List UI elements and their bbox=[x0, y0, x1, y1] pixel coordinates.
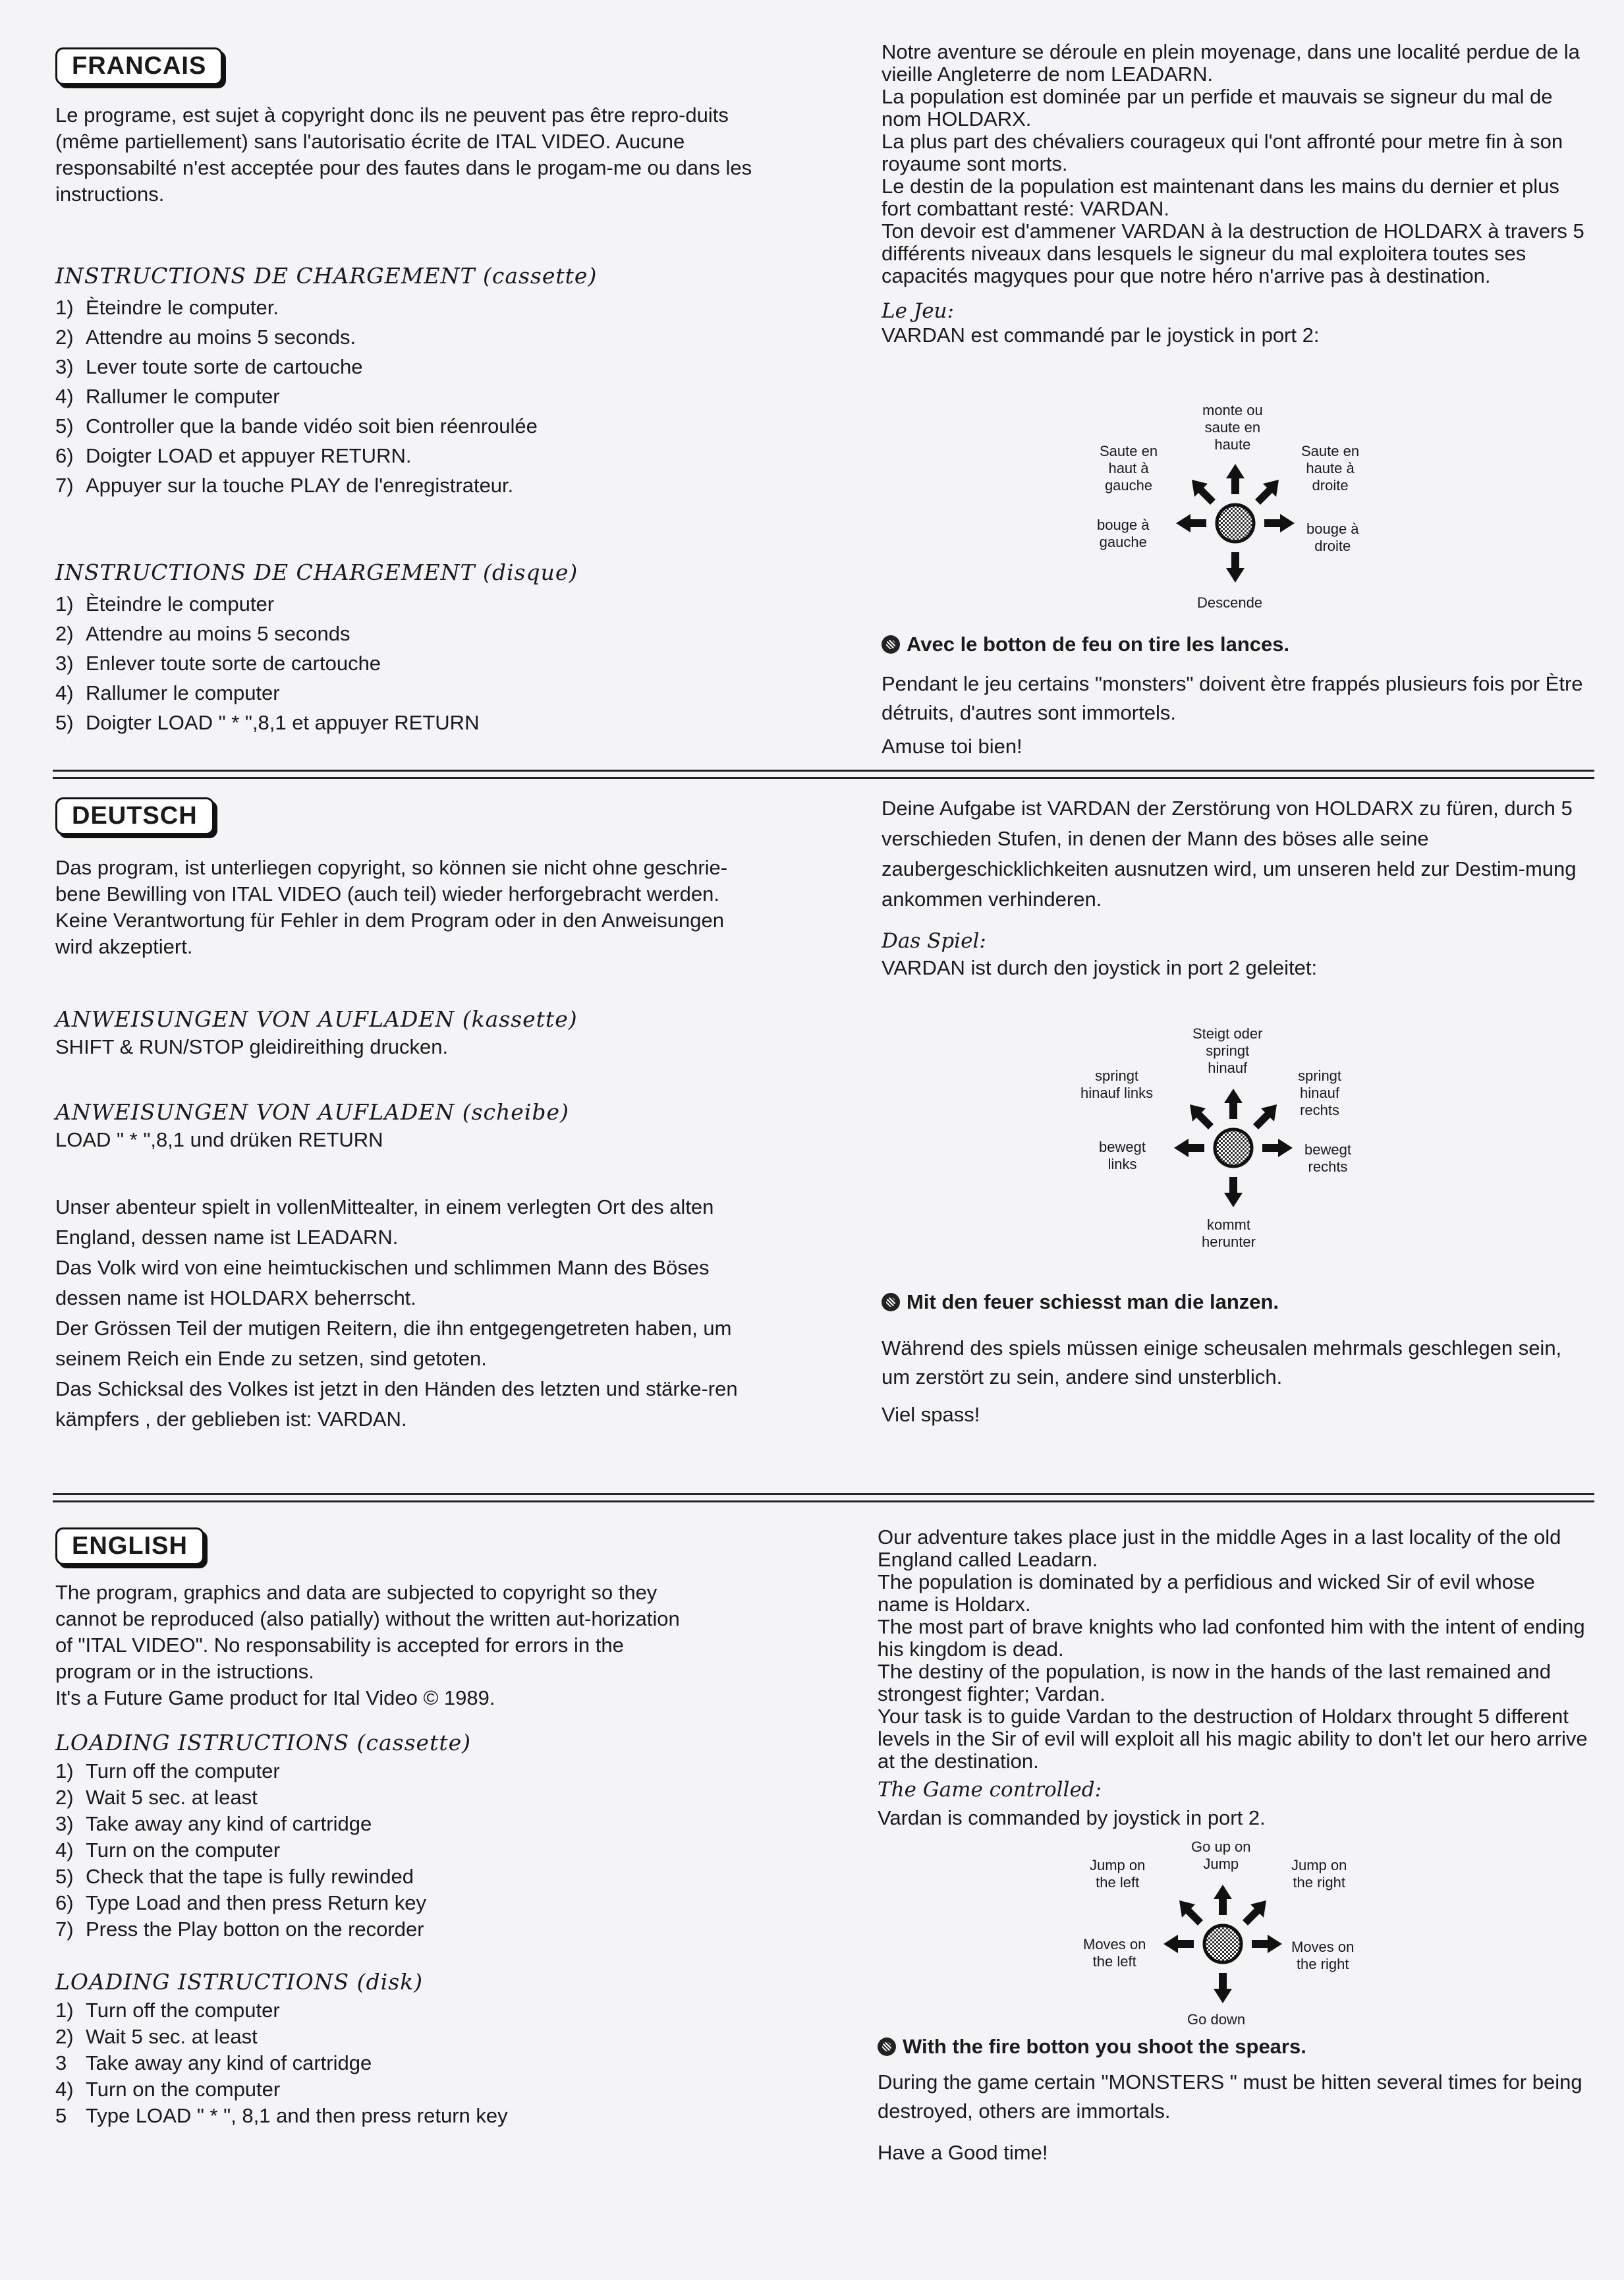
fire-button-icon bbox=[882, 635, 900, 654]
fr-copyright: Le programe, est sujet à copyright donc ils ne peuvent pas être repro-duits (même partiellement) sans l'autorisatio écrite de ITAL VIDEO. Aucune responsabilté n'est acceptée pour des fautes dans le progam-me ou dans les instructions. bbox=[55, 103, 752, 206]
list-item: 5) Check that the tape is fully rewinded bbox=[55, 1865, 414, 1888]
de-joystick-diagram bbox=[1080, 1025, 1357, 1250]
en-cassette-steps bbox=[55, 1758, 714, 1943]
list-item: 6) Doigter LOAD et appuyer RETURN. bbox=[55, 444, 412, 467]
en-game-text: Vardan is commanded by joystick in port 2. bbox=[878, 1806, 1266, 1829]
list-item: 4) Turn on the computer bbox=[55, 1838, 281, 1862]
joy-label-up-left: Saute en haut à gauche bbox=[1100, 443, 1158, 494]
fr-language-tag: FRANCAIS bbox=[55, 47, 223, 85]
en-left-column bbox=[55, 1527, 714, 2129]
en-story-2: The population is dominated by a perfidious and wicked Sir of evil whose name is Holdarx. bbox=[878, 1570, 1535, 1616]
en-cassette-heading: LOADING ISTRUCTIONS (cassette) bbox=[55, 1730, 472, 1755]
divider-fr-de bbox=[53, 770, 1594, 779]
en-story-4: The destiny of the population, is now in the hands of the last remained and strongest fighter; Vardan. bbox=[878, 1660, 1551, 1705]
list-item: 3) Enlever toute sorte de cartouche bbox=[55, 652, 381, 675]
list-item: 2) Attendre au moins 5 seconds. bbox=[55, 326, 356, 349]
list-item: 5) Controller que la bande vidéo soit bien réenroulée bbox=[55, 414, 538, 438]
de-copyright: Das program, ist unterliegen copyright, so können sie nicht ohne geschrie-bene Bewilling von ITAL VIDEO (auch teil) wieder herforgebracht werden. Keine Verantwortung für Fehler in dem Program oder in den Anweisungen wird akzeptiert. bbox=[55, 856, 728, 958]
joy-label-right: Moves on the right bbox=[1291, 1939, 1355, 1972]
list-item: 1) Èteindre le computer bbox=[55, 592, 275, 615]
list-item: 4) Rallumer le computer bbox=[55, 681, 280, 704]
joy-label-up-left: springt hinauf links bbox=[1080, 1068, 1154, 1101]
fr-right-column bbox=[882, 41, 1593, 348]
joy-label-down: Descende bbox=[1197, 594, 1263, 611]
fr-fire-text: Avec le botton de feu on tire les lances. bbox=[882, 633, 1593, 656]
joy-label-right: bouge à droite bbox=[1306, 521, 1359, 554]
de-story-2: Das Volk wird von eine heimtuckischen und schlimmen Mann des Böses dessen name ist HOLDARX beherrscht. bbox=[55, 1256, 710, 1309]
joy-label-right: bewegt rechts bbox=[1304, 1141, 1351, 1175]
fr-story-4: Le destin de la population est maintenant dans les mains du dernier et plus fort combattant resté: VARDAN. bbox=[882, 175, 1559, 220]
en-disk-steps bbox=[55, 1997, 714, 2129]
joy-label-down: Go down bbox=[1187, 2011, 1246, 2028]
list-item: 3 Take away any kind of cartridge bbox=[55, 2051, 372, 2074]
de-story-3: Der Grössen Teil der mutigen Reitern, die ihn entgegengetreten haben, um seinem Reich ein Ende zu setzen, sind getoten. bbox=[55, 1317, 732, 1370]
de-left-column bbox=[55, 797, 773, 1435]
list-item: 2) Wait 5 sec. at least bbox=[55, 1786, 258, 1809]
en-story-5: Your task is to guide Vardan to the destruction of Holdarx throught 5 different levels in the Sir of evil will exploit all his magic ability to don't let our hero arrive at the destination. bbox=[878, 1705, 1588, 1773]
list-item: 7) Press the Play botton on the recorder bbox=[55, 1918, 424, 1941]
list-item: 5 Type LOAD " * ", 8,1 and then press return key bbox=[55, 2104, 508, 2127]
joy-label-left: Moves on the left bbox=[1083, 1936, 1146, 1970]
fr-cassette-heading: INSTRUCTIONS DE CHARGEMENT (cassette) bbox=[55, 263, 598, 289]
fr-farewell: Amuse toi bien! bbox=[882, 735, 1022, 758]
de-farewell: Viel spass! bbox=[882, 1403, 980, 1426]
list-item: 3) Take away any kind of cartridge bbox=[55, 1812, 372, 1835]
list-item: 1) Èteindre le computer. bbox=[55, 296, 279, 319]
fr-disk-heading: INSTRUCTIONS DE CHARGEMENT (disque) bbox=[55, 559, 578, 585]
fire-button-icon bbox=[878, 2038, 896, 2056]
fr-cassette-steps bbox=[55, 293, 767, 500]
en-language-tag: ENGLISH bbox=[55, 1527, 204, 1565]
de-story-4: Das Schicksal des Volkes ist jetzt in den Händen des letzten und stärke-ren kämpfers , der geblieben ist: VARDAN. bbox=[55, 1377, 738, 1431]
fr-story-1: Notre aventure se déroule en plein moyenage, dans une localité perdue de la vieille Angleterre de nom LEADARN. bbox=[882, 40, 1580, 86]
joy-label-up-right: Saute en haute à droite bbox=[1301, 443, 1360, 494]
joy-label-up-right: springt hinauf rechts bbox=[1298, 1068, 1342, 1118]
fr-story-2: La population est dominée par un perfide et mauvais se signeur du mal de nom HOLDARX. bbox=[882, 85, 1553, 130]
fire-button-icon bbox=[882, 1293, 900, 1311]
list-item: 1) Turn off the computer bbox=[55, 1999, 280, 2022]
list-item: 6) Type Load and then press Return key bbox=[55, 1891, 426, 1914]
de-monsters-text: Während des spiels müssen einige scheusalen mehrmals geschlegen sein, um zerstört zu sein, andere sind unsterblich. bbox=[882, 1336, 1562, 1388]
list-item: 2) Wait 5 sec. at least bbox=[55, 2025, 258, 2048]
divider-de-en bbox=[53, 1493, 1594, 1502]
de-cassette-text: SHIFT & RUN/STOP gleidireithing drucken. bbox=[55, 1035, 449, 1058]
en-story-1: Our adventure takes place just in the middle Ages in a last locality of the old England called Leadarn. bbox=[878, 1525, 1561, 1571]
list-item: 2) Attendre au moins 5 seconds bbox=[55, 622, 350, 645]
list-item: 4) Turn on the computer bbox=[55, 2078, 281, 2101]
joy-label-left: bewegt links bbox=[1099, 1139, 1146, 1172]
fr-disk-steps bbox=[55, 589, 767, 737]
en-copyright: The program, graphics and data are subjected to copyright so they cannot be reproduced (also patially) without the written aut-horization of "ITAL VIDEO". No responsability is accepted for errors in the program or in the istructions. bbox=[55, 1581, 680, 1683]
joy-label-up: monte ou saute en haute bbox=[1202, 402, 1263, 453]
de-game-text: VARDAN ist durch den joystick in port 2 geleitet: bbox=[882, 956, 1318, 979]
fr-left-column bbox=[55, 47, 767, 737]
fr-story-3: La plus part des chévaliers courageux qui l'ont affronté pour metre fin à son royaume sont morts. bbox=[882, 130, 1563, 175]
fr-monsters-text: Pendant le jeu certains "monsters" doivent ètre frappés plusieurs fois por Ètre détruits, d'autres sont immortels. bbox=[882, 672, 1583, 724]
de-task-text: Deine Aufgabe ist VARDAN der Zerstörung von HOLDARX zu füren, durch 5 verschieden Stufen, in denen der Mann des böses alle seine zaubergeschicklichkeiten ausnutzen wird, um unseren held zur Destim-mung ankommen verhinderen. bbox=[882, 797, 1577, 911]
joy-label-down: kommt herunter bbox=[1202, 1216, 1256, 1250]
en-disk-heading: LOADING ISTRUCTIONS (disk) bbox=[55, 1969, 424, 1995]
en-product-note: It's a Future Game product for Ital Video © 1989. bbox=[55, 1686, 495, 1709]
de-right-bottom bbox=[882, 1290, 1593, 1427]
fr-game-heading: Le Jeu: bbox=[882, 299, 954, 323]
fr-right-bottom bbox=[882, 633, 1593, 759]
de-language-tag: DEUTSCH bbox=[55, 797, 214, 835]
de-disk-text: LOAD " * ",8,1 und drüken RETURN bbox=[55, 1128, 383, 1151]
en-story-3: The most part of brave knights who lad confonted him with the intent of ending his kingdom is dead. bbox=[878, 1615, 1585, 1661]
joy-label-up-right: Jump on the right bbox=[1291, 1857, 1347, 1891]
de-fire-text: Mit den feuer schiesst man die lanzen. bbox=[882, 1290, 1593, 1314]
en-joystick-diagram bbox=[1074, 1838, 1355, 2049]
en-monsters-text: During the game certain "MONSTERS " must be hitten several times for being destroyed, others are immortals. bbox=[878, 2070, 1582, 2123]
en-right-bottom bbox=[878, 2035, 1589, 2165]
joy-label-left: bouge à gauche bbox=[1097, 517, 1150, 550]
fr-joystick-diagram bbox=[1090, 403, 1367, 614]
fr-story-5: Ton devoir est d'ammener VARDAN à la destruction de HOLDARX à travers 5 différents niveaux dans lesquels le signeur du mal exploitera toutes ses capacités magyques pour que notre héro n'arrive pas à destination. bbox=[882, 219, 1584, 287]
joy-label-up: Steigt oder springt hinauf bbox=[1192, 1025, 1263, 1076]
en-right-column bbox=[878, 1526, 1589, 1831]
de-right-column bbox=[882, 793, 1593, 981]
de-disk-heading: ANWEISUNGEN VON AUFLADEN (scheibe) bbox=[55, 1099, 569, 1125]
de-game-heading: Das Spiel: bbox=[882, 929, 986, 953]
list-item: 4) Rallumer le computer bbox=[55, 385, 280, 408]
list-item: 5) Doigter LOAD " * ",8,1 et appuyer RETURN bbox=[55, 711, 480, 734]
joy-label-up-left: Jump on the left bbox=[1090, 1857, 1146, 1891]
list-item: 1) Turn off the computer bbox=[55, 1759, 280, 1782]
en-fire-text: With the fire botton you shoot the spears. bbox=[878, 2035, 1589, 2059]
list-item: 7) Appuyer sur la touche PLAY de l'enregistrateur. bbox=[55, 474, 514, 497]
de-story-1: Unser abenteur spielt in vollenMittealter, in einem verlegten Ort des alten England, dessen name ist LEADARN. bbox=[55, 1195, 714, 1249]
fr-game-text: VARDAN est commandé par le joystick in port 2: bbox=[882, 324, 1320, 347]
en-farewell: Have a Good time! bbox=[878, 2141, 1048, 2164]
en-game-heading: The Game controlled: bbox=[878, 1778, 1102, 1802]
de-cassette-heading: ANWEISUNGEN VON AUFLADEN (kassette) bbox=[55, 1006, 578, 1032]
list-item: 3) Lever toute sorte de cartouche bbox=[55, 355, 363, 378]
joy-label-up: Go up on Jump bbox=[1191, 1838, 1251, 1872]
